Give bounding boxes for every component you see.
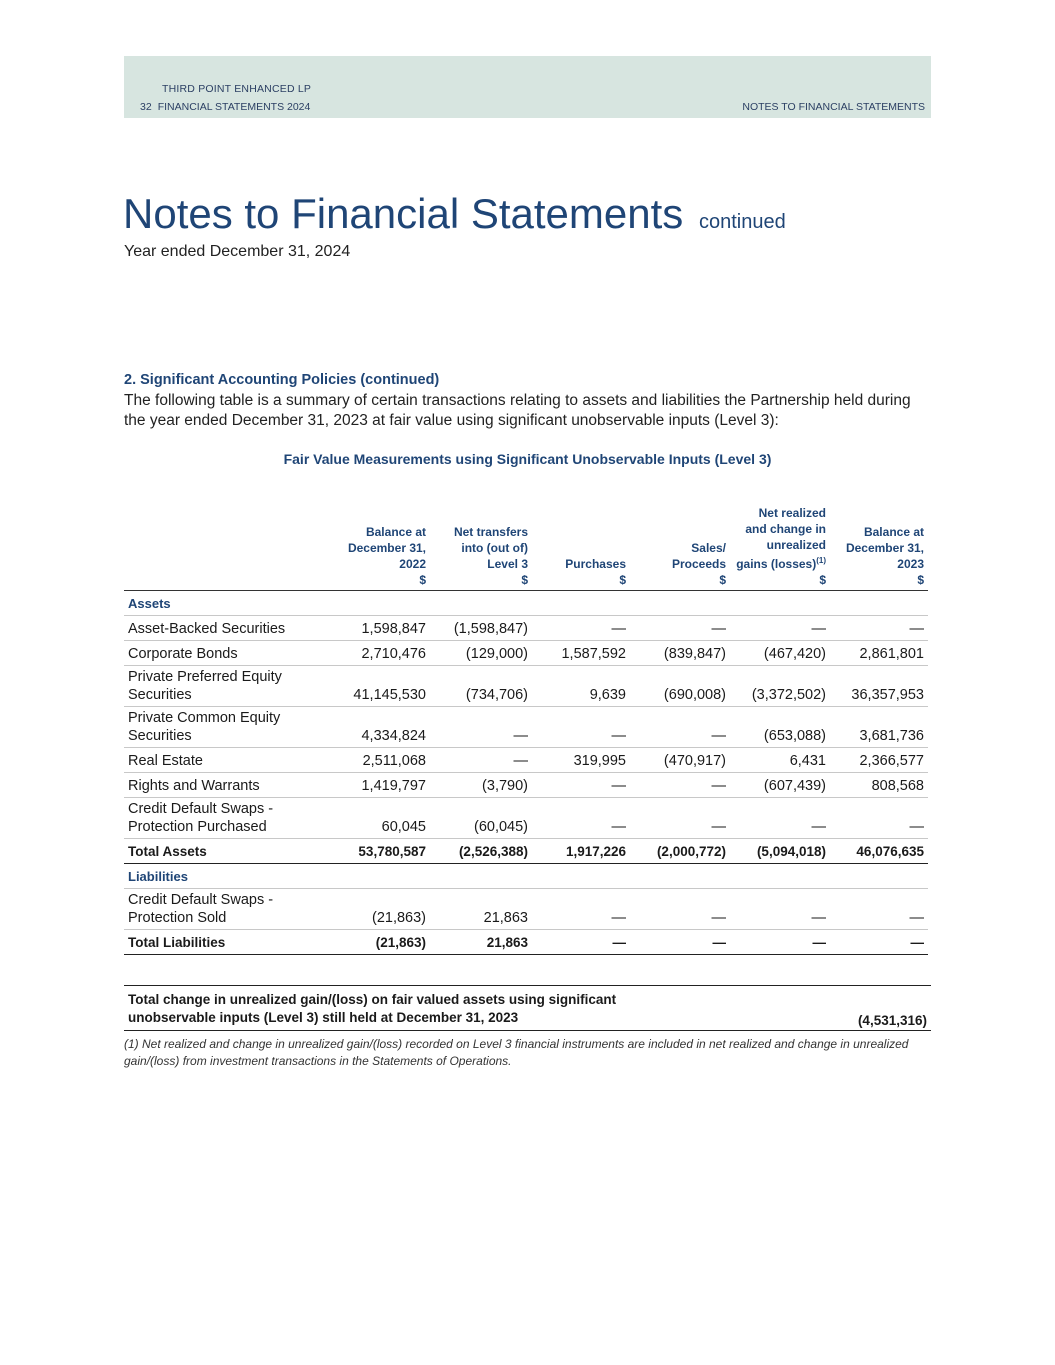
cell: — <box>532 889 630 930</box>
cell: 21,863 <box>430 889 532 930</box>
cell: 3,681,736 <box>830 707 928 748</box>
cell: (607,439) <box>730 773 830 798</box>
cell: 319,995 <box>532 748 630 773</box>
page-title <box>123 190 786 238</box>
cell: (3,790) <box>430 773 532 798</box>
column-header: Purchases $ <box>532 505 630 591</box>
summary-value: (4,531,316) <box>857 1013 927 1028</box>
column-header: Balance at December 31, 2022 $ <box>310 505 430 591</box>
table-row <box>124 798 928 839</box>
cell: 4,334,824 <box>310 707 430 748</box>
table-row <box>124 773 928 798</box>
row-label: Credit Default Swaps - Protection Sold <box>124 889 310 930</box>
cell: 36,357,953 <box>830 666 928 707</box>
row-label: Real Estate <box>124 748 310 773</box>
cell: — <box>532 773 630 798</box>
cell: (1,598,847) <box>430 616 532 641</box>
cell: 2,710,476 <box>310 641 430 666</box>
row-label: Rights and Warrants <box>124 773 310 798</box>
cell: (467,420) <box>730 641 830 666</box>
cell: 41,145,530 <box>310 666 430 707</box>
cell: — <box>830 930 928 955</box>
company-name: THIRD POINT ENHANCED LP <box>162 83 312 95</box>
table-header-row <box>124 505 928 591</box>
cell: (60,045) <box>430 798 532 839</box>
cell: 9,639 <box>532 666 630 707</box>
cell: (470,917) <box>630 748 730 773</box>
cell: — <box>630 773 730 798</box>
cell: (653,088) <box>730 707 830 748</box>
table-row <box>124 889 928 930</box>
table-title: Fair Value Measurements using Significant Unobservable Inputs (Level 3) <box>283 451 772 467</box>
cell: — <box>630 889 730 930</box>
cell: 1,917,226 <box>532 839 630 864</box>
section-row-assets <box>124 591 928 616</box>
cell: 808,568 <box>830 773 928 798</box>
cell: (129,000) <box>430 641 532 666</box>
page-title-main: Notes to Financial Statements <box>123 190 684 237</box>
cell: — <box>430 748 532 773</box>
intro-paragraph: The following table is a summary of certain transactions relating to assets and liabilities the Partnership held during the year ended December 31, 2023 at fair value using significant unobservable inputs (Level 3): <box>124 392 911 429</box>
section-label: Assets <box>124 591 928 616</box>
total-assets-row <box>124 839 928 864</box>
cell: 46,076,635 <box>830 839 928 864</box>
cell: 2,511,068 <box>310 748 430 773</box>
row-label: Asset-Backed Securities <box>124 616 310 641</box>
cell: (839,847) <box>630 641 730 666</box>
cell: — <box>730 616 830 641</box>
cell: — <box>532 616 630 641</box>
cell: 2,366,577 <box>830 748 928 773</box>
cell: 60,045 <box>310 798 430 839</box>
page-title-continued: continued <box>698 211 786 233</box>
row-label: Corporate Bonds <box>124 641 310 666</box>
document-title: FINANCIAL STATEMENTS 2024 <box>157 101 311 113</box>
cell: (690,008) <box>630 666 730 707</box>
cell: 2,861,801 <box>830 641 928 666</box>
cell: 6,431 <box>730 748 830 773</box>
row-label: Private Common Equity Securities <box>124 707 310 748</box>
unrealized-change-summary <box>124 985 931 1031</box>
cell: (734,706) <box>430 666 532 707</box>
table-row <box>124 616 928 641</box>
cell: (5,094,018) <box>730 839 830 864</box>
fair-value-table <box>124 505 928 955</box>
cell: — <box>830 798 928 839</box>
table-row <box>124 748 928 773</box>
section-row-liabilities <box>124 864 928 889</box>
cell: 1,587,592 <box>532 641 630 666</box>
cell: — <box>532 798 630 839</box>
cell: — <box>532 930 630 955</box>
cell: 53,780,587 <box>310 839 430 864</box>
section-name: NOTES TO FINANCIAL STATEMENTS <box>742 101 925 113</box>
cell: — <box>730 889 830 930</box>
summary-text: Total change in unrealized gain/(loss) on fair valued assets using significant unobservable inputs (Level 3) still held at December 31, 2023 <box>128 992 617 1025</box>
cell: — <box>430 707 532 748</box>
cell: (2,526,388) <box>430 839 532 864</box>
cell: — <box>730 930 830 955</box>
header-band <box>124 56 931 118</box>
cell: — <box>730 798 830 839</box>
cell: (21,863) <box>310 889 430 930</box>
table-row <box>124 666 928 707</box>
footnote: (1) Net realized and change in unrealized gain/(loss) recorded on Level 3 financial instruments are included in net realized and change in unrealized gain/(loss) from investment transactions in the Statements of Operations. <box>124 1037 909 1068</box>
column-header-label <box>124 505 310 591</box>
cell: (3,372,502) <box>730 666 830 707</box>
column-header: Net realized and change in unrealized gains (losses)$^{(1)}$ $ <box>730 505 830 591</box>
table-row <box>124 641 928 666</box>
column-header: Net transfers into (out of) Level 3 $ <box>430 505 532 591</box>
row-label: Total Assets <box>124 839 310 864</box>
row-label: Total Liabilities <box>124 930 310 955</box>
row-label: Credit Default Swaps - Protection Purchased <box>124 798 310 839</box>
page-number: 32 <box>140 101 152 113</box>
section-label: Liabilities <box>124 864 928 889</box>
cell: — <box>532 707 630 748</box>
cell: — <box>630 930 730 955</box>
cell: — <box>830 616 928 641</box>
cell: (2,000,772) <box>630 839 730 864</box>
cell: — <box>630 798 730 839</box>
cell: — <box>630 707 730 748</box>
cell: 1,598,847 <box>310 616 430 641</box>
cell: 1,419,797 <box>310 773 430 798</box>
header-left <box>140 101 316 113</box>
column-header: Sales/ Proceeds $ <box>630 505 730 591</box>
cell: — <box>630 616 730 641</box>
column-header: Balance at December 31, 2023 $ <box>830 505 928 591</box>
total-liabilities-row <box>124 930 928 955</box>
row-label: Private Preferred Equity Securities <box>124 666 310 707</box>
cell: — <box>830 889 928 930</box>
section-heading: 2. Significant Accounting Policies (continued) <box>124 372 440 388</box>
cell: (21,863) <box>310 930 430 955</box>
cell: 21,863 <box>430 930 532 955</box>
table-row <box>124 707 928 748</box>
page-subtitle: Year ended December 31, 2024 <box>124 243 351 260</box>
